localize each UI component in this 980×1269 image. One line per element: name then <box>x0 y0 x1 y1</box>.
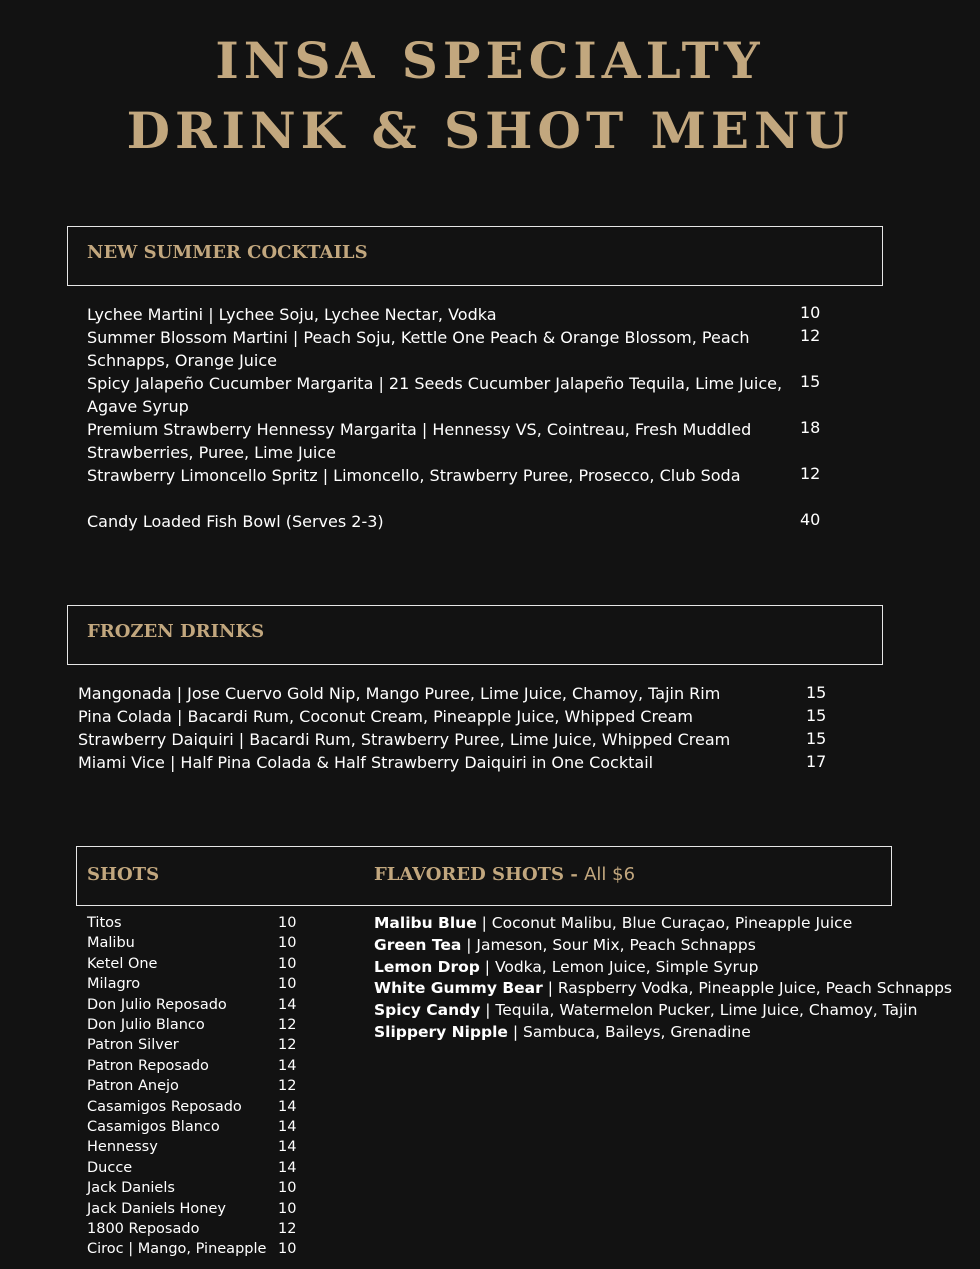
shot-name: 1800 Reposado <box>87 1221 200 1237</box>
shot-name: Don Julio Blanco <box>87 1017 205 1033</box>
shot-price: 14 <box>278 1098 297 1115</box>
shot-name: Jack Daniels Honey <box>87 1200 226 1217</box>
cocktail-price: 18 <box>800 418 821 437</box>
flavored-ingredients: | Tequila, Watermelon Pucker, Lime Juice, Chamoy, Tajin <box>480 1001 918 1020</box>
flavored-ingredients: | Sambuca, Baileys, Grenadine <box>507 1023 751 1041</box>
cocktail-desc-line1: Summer Blossom Martini | Peach Soju, Kettle One Peach & Orange Blossom, Peach <box>87 328 750 347</box>
flavored-ingredients: | Coconut Malibu, Blue Curaçao, Pineapple Juice <box>476 914 853 932</box>
flavored-ingredients: | Jameson, Sour Mix, Peach Schnapps <box>461 935 756 954</box>
flavored-ingredients: | Vodka, Lemon Juice, Simple Syrup <box>479 957 759 976</box>
frozen-price: 15 <box>806 729 827 748</box>
cocktail-desc-line2: Agave Syrup <box>87 397 189 416</box>
cocktail-desc-line2: Strawberries, Puree, Lime Juice <box>87 443 336 462</box>
flavored-ingredients: | Raspberry Vodka, Pineapple Juice, Peach Schnapps <box>542 979 953 998</box>
flavored-item <box>374 978 952 1000</box>
flavored-name: Green Tea <box>374 935 462 954</box>
shot-name: Ketel One <box>87 955 158 972</box>
cocktail-price: 15 <box>800 372 821 391</box>
flavored-name: Lemon Drop <box>374 957 480 976</box>
cocktail-desc-line2: Schnapps, Orange Juice <box>87 351 278 370</box>
flavored-heading-note: All $6 <box>584 864 636 885</box>
shot-name: Malibu <box>87 935 135 952</box>
cocktail-desc-line1: Lychee Martini | Lychee Soju, Lychee Nectar, Vodka <box>87 305 497 324</box>
shot-price: 10 <box>278 935 297 952</box>
shot-price: 14 <box>278 996 297 1013</box>
shot-name: Casamigos Blanco <box>87 1119 220 1135</box>
cocktail-price: 12 <box>800 464 821 483</box>
shot-price: 12 <box>278 1221 297 1237</box>
flavored-name: Slippery Nipple <box>374 1023 508 1041</box>
title-line-1: INSA SPECIALTY <box>215 31 765 90</box>
shot-name: Milagro <box>87 976 141 993</box>
flavored-heading-title: FLAVORED SHOTS - <box>374 864 578 885</box>
shot-name: Jack Daniels <box>87 1180 175 1197</box>
shot-name: Hennessy <box>87 1139 158 1156</box>
frozen-price: 15 <box>806 683 827 702</box>
frozen-price: 17 <box>806 752 827 771</box>
cocktail-desc-line1: Spicy Jalapeño Cucumber Margarita | 21 Seeds Cucumber Jalapeño Tequila, Lime Juice, <box>87 374 783 393</box>
cocktail-price: 40 <box>800 510 821 529</box>
title-line-2: DRINK & SHOT MENU <box>126 101 854 160</box>
shot-price: 12 <box>278 1078 297 1095</box>
shot-price: 10 <box>278 976 297 993</box>
shot-price: 14 <box>278 1119 297 1135</box>
flavored-name: Malibu Blue <box>374 914 477 932</box>
shot-price: 10 <box>278 915 297 931</box>
flavored-heading <box>374 864 635 885</box>
cocktails-heading: NEW SUMMER COCKTAILS <box>87 242 368 263</box>
frozen-desc: Pina Colada | Bacardi Rum, Coconut Cream, Pineapple Juice, Whipped Cream <box>78 707 693 726</box>
shot-price: 10 <box>278 955 297 972</box>
flavored-item <box>374 1022 751 1044</box>
shot-price: 10 <box>278 1241 297 1258</box>
flavored-item <box>374 913 852 935</box>
shots-heading: SHOTS <box>87 864 160 885</box>
shot-price: 14 <box>278 1057 297 1074</box>
cocktail-price: 12 <box>800 326 821 345</box>
shot-name: Casamigos Reposado <box>87 1098 242 1115</box>
flavored-name: White Gummy Bear <box>374 979 543 998</box>
shot-price: 12 <box>278 1017 297 1033</box>
cocktail-desc-line1: Premium Strawberry Hennessy Margarita | Hennessy VS, Cointreau, Fresh Muddled <box>87 420 752 439</box>
cocktail-desc-line1: Strawberry Limoncello Spritz | Limoncello, Strawberry Puree, Prosecco, Club Soda <box>87 466 741 485</box>
shot-name: Don Julio Reposado <box>87 996 227 1013</box>
frozen-desc: Mangonada | Jose Cuervo Gold Nip, Mango Puree, Lime Juice, Chamoy, Tajin Rim <box>78 684 721 703</box>
frozen-desc: Miami Vice | Half Pina Colada & Half Strawberry Daiquiri in One Cocktail <box>78 753 654 772</box>
frozen-price: 15 <box>806 706 827 725</box>
shot-name: Patron Reposado <box>87 1057 209 1074</box>
shot-price: 12 <box>278 1037 297 1054</box>
shot-price: 14 <box>278 1139 297 1156</box>
flavored-item <box>374 935 756 957</box>
shot-name: Patron Anejo <box>87 1078 179 1095</box>
shot-price: 10 <box>278 1180 297 1197</box>
shot-price: 14 <box>278 1159 297 1176</box>
shot-name: Patron Silver <box>87 1037 179 1054</box>
shot-name: Titos <box>87 915 122 931</box>
flavored-item <box>374 1000 917 1022</box>
shot-name: Ciroc | Mango, Pineapple <box>87 1241 267 1258</box>
cocktail-price: 10 <box>800 303 821 322</box>
frozen-heading: FROZEN DRINKS <box>87 621 265 642</box>
flavored-item <box>374 957 758 979</box>
flavored-name: Spicy Candy <box>374 1001 481 1020</box>
shot-name: Ducce <box>87 1159 133 1176</box>
cocktail-desc-line1: Candy Loaded Fish Bowl (Serves 2-3) <box>87 512 384 531</box>
shot-price: 10 <box>278 1200 297 1217</box>
frozen-desc: Strawberry Daiquiri | Bacardi Rum, Strawberry Puree, Lime Juice, Whipped Cream <box>78 730 731 749</box>
